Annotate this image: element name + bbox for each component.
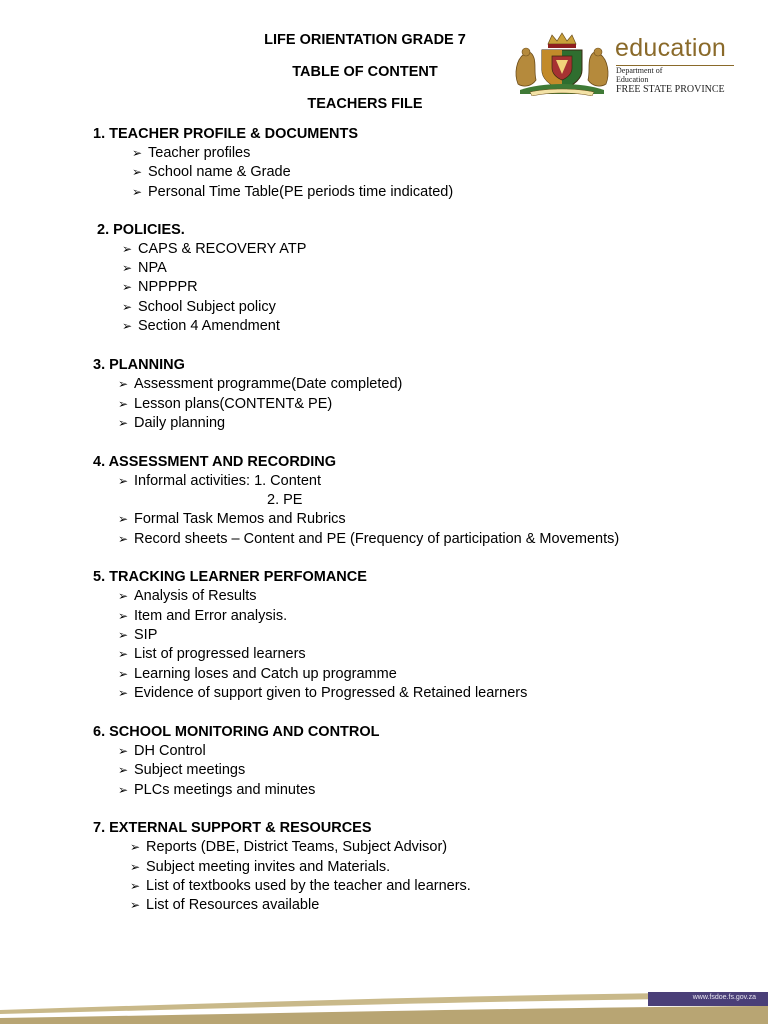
arrow-bullet-icon: ➢: [130, 860, 141, 874]
footer-band: [0, 988, 768, 1024]
list-item: ➢ DH Control: [118, 743, 206, 759]
list-item: ➢ List of textbooks used by the teacher and learners.: [130, 878, 471, 894]
list-item: ➢ School name & Grade: [132, 164, 291, 180]
arrow-bullet-icon: ➢: [118, 474, 129, 488]
section-title: 4. ASSESSMENT AND RECORDING: [93, 454, 337, 470]
arrow-bullet-icon: ➢: [118, 609, 129, 623]
arrow-bullet-icon: ➢: [118, 763, 129, 777]
arrow-bullet-icon: ➢: [122, 261, 133, 275]
coat-of-arms-icon: [512, 30, 612, 96]
list-item: ➢ Reports (DBE, District Teams, Subject Advisor): [130, 839, 448, 855]
list-item: ➢ School Subject policy: [122, 299, 276, 315]
list-item: ➢ Subject meeting invites and Materials.: [130, 859, 391, 875]
arrow-bullet-icon: ➢: [122, 300, 133, 314]
arrow-bullet-icon: ➢: [118, 647, 129, 661]
list-item: ➢ List of progressed learners: [118, 646, 306, 662]
list-item: ➢ NPA: [122, 260, 167, 276]
arrow-bullet-icon: ➢: [132, 146, 143, 160]
arrow-bullet-icon: ➢: [122, 280, 133, 294]
section-title: 3. PLANNING: [93, 357, 185, 373]
section-title: 6. SCHOOL MONITORING AND CONTROL: [93, 724, 380, 740]
arrow-bullet-icon: ➢: [118, 416, 129, 430]
list-item: ➢ Learning loses and Catch up programme: [118, 666, 397, 682]
list-item: ➢ Subject meetings: [118, 762, 246, 778]
list-item: ➢ List of Resources available: [130, 897, 320, 913]
arrow-bullet-icon: ➢: [118, 628, 129, 642]
list-item: ➢ Lesson plans(CONTENT& PE): [118, 396, 333, 412]
arrow-bullet-icon: ➢: [118, 377, 129, 391]
list-item: ➢ Item and Error analysis.: [118, 608, 288, 624]
list-item: ➢ Formal Task Memos and Rubrics: [118, 511, 346, 527]
arrow-bullet-icon: ➢: [130, 879, 141, 893]
list-item: ➢ NPPPPR: [122, 279, 198, 295]
arrow-bullet-icon: ➢: [118, 744, 129, 758]
arrow-bullet-icon: ➢: [122, 319, 133, 333]
list-item: ➢ Section 4 Amendment: [122, 318, 280, 334]
list-item: ➢ SIP: [118, 627, 158, 643]
arrow-bullet-icon: ➢: [122, 242, 133, 256]
list-item: ➢ CAPS & RECOVERY ATP: [122, 241, 307, 257]
arrow-bullet-icon: ➢: [118, 667, 129, 681]
section-title: 1. TEACHER PROFILE & DOCUMENTS: [93, 126, 359, 142]
list-item: ➢ Evidence of support given to Progressed & Retained learners: [118, 685, 528, 701]
arrow-bullet-icon: ➢: [118, 589, 129, 603]
list-item: ➢ Informal activities: 1. Content: [118, 473, 321, 489]
list-item-continuation: 2. PE: [267, 492, 303, 508]
arrow-bullet-icon: ➢: [130, 840, 141, 854]
section-title: 2. POLICIES.: [97, 222, 185, 238]
list-item: ➢ Assessment programme(Date completed): [118, 376, 403, 392]
document-title: LIFE ORIENTATION GRADE 7: [264, 32, 466, 48]
arrow-bullet-icon: ➢: [118, 512, 129, 526]
section-title: 7. EXTERNAL SUPPORT & RESOURCES: [93, 820, 372, 836]
education-wordmark: education: [615, 34, 727, 62]
document-subtitle: TABLE OF CONTENT: [292, 64, 438, 80]
arrow-bullet-icon: ➢: [132, 165, 143, 179]
arrow-bullet-icon: ➢: [130, 898, 141, 912]
department-label: Department of Education FREE STATE PROVINCE: [616, 66, 725, 95]
arrow-bullet-icon: ➢: [118, 532, 129, 546]
footer-url: www.fsdoe.fs.gov.za: [692, 994, 756, 1001]
list-item: ➢ Personal Time Table(PE periods time indicated): [132, 184, 454, 200]
section-title: 5. TRACKING LEARNER PERFOMANCE: [93, 569, 367, 585]
list-item: ➢ PLCs meetings and minutes: [118, 782, 316, 798]
document-file-label: TEACHERS FILE: [307, 96, 423, 112]
arrow-bullet-icon: ➢: [118, 686, 129, 700]
list-item: ➢ Analysis of Results: [118, 588, 257, 604]
arrow-bullet-icon: ➢: [132, 185, 143, 199]
arrow-bullet-icon: ➢: [118, 783, 129, 797]
list-item: ➢ Teacher profiles: [132, 145, 251, 161]
list-item: ➢ Record sheets – Content and PE (Frequency of participation & Movements): [118, 531, 620, 547]
education-department-logo: [512, 30, 737, 96]
list-item: ➢ Daily planning: [118, 415, 226, 431]
arrow-bullet-icon: ➢: [118, 397, 129, 411]
